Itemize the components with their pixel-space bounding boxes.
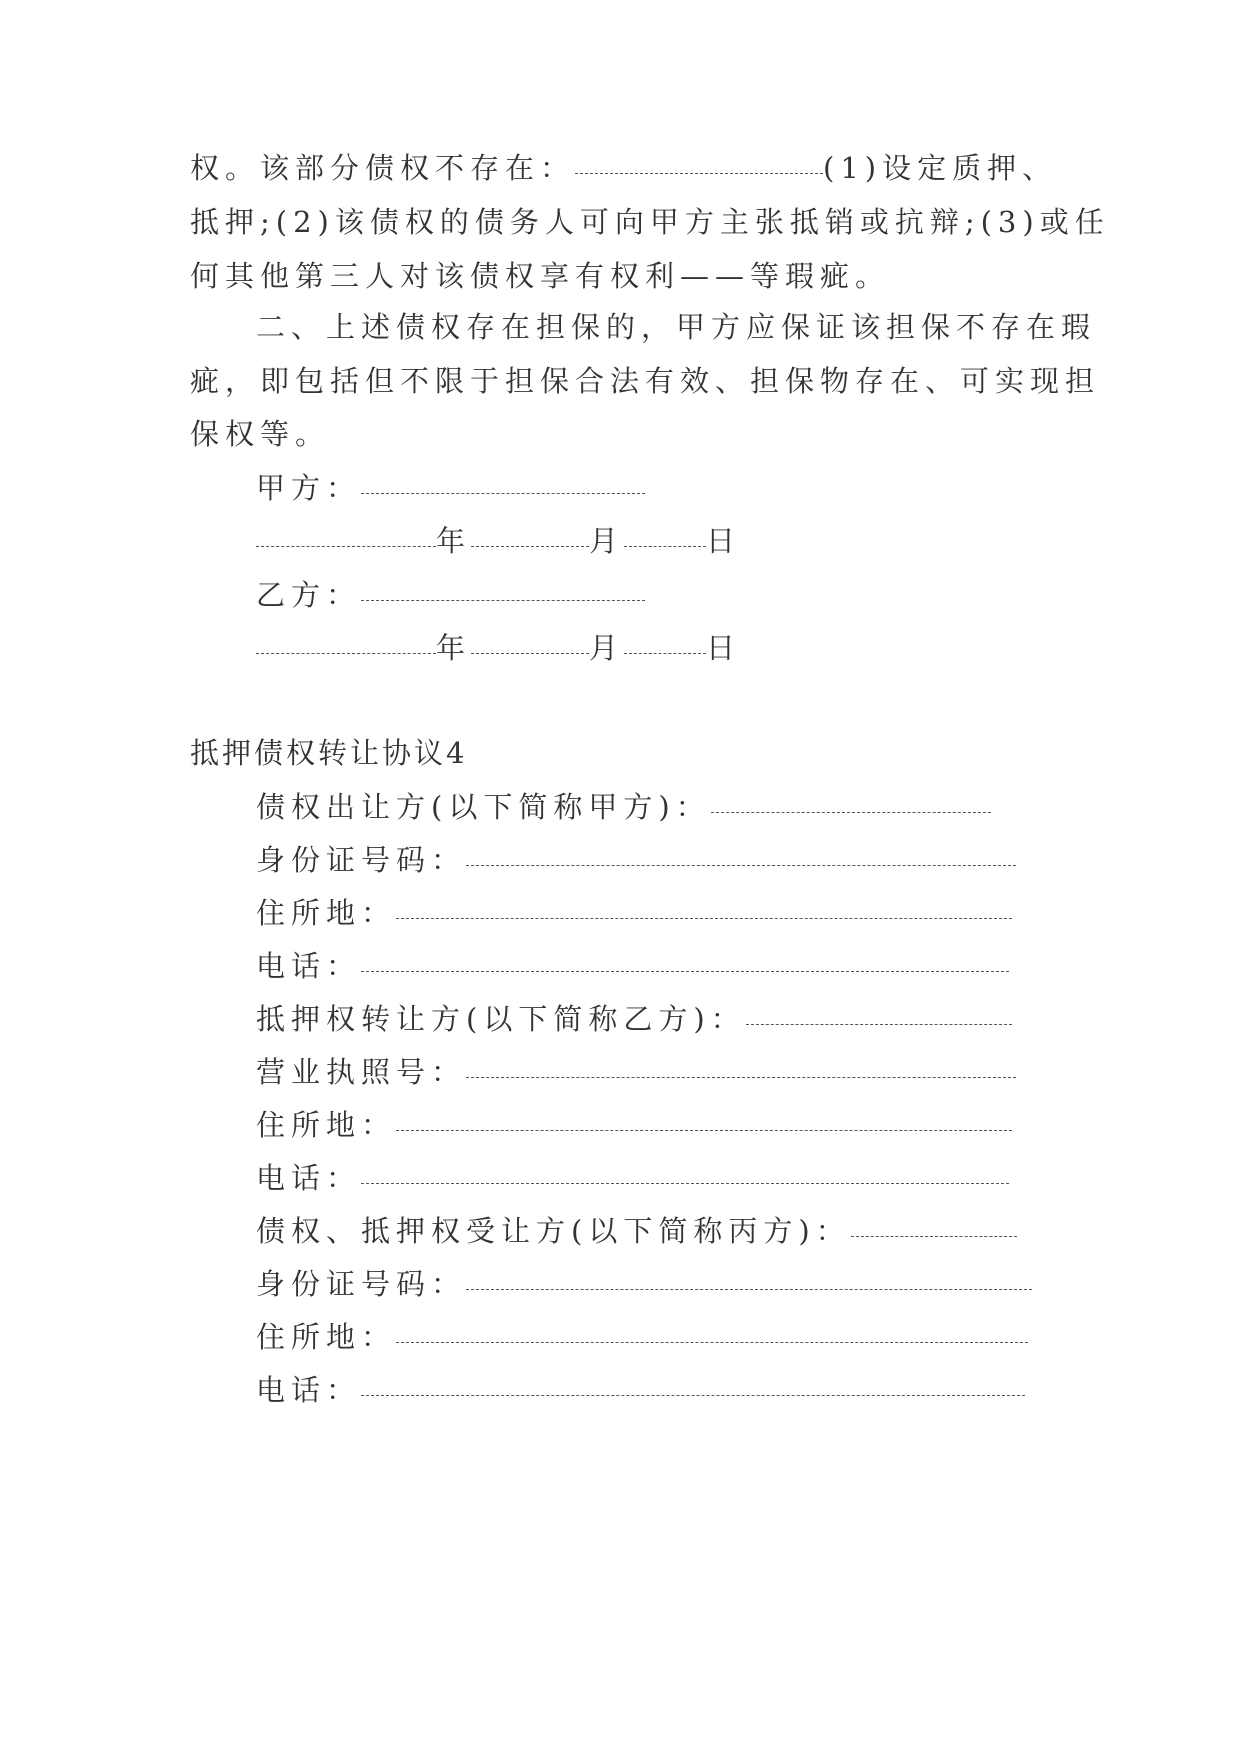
- field-label: 身份证号码：: [256, 843, 467, 877]
- text: (1)设定质押、: [823, 151, 1058, 185]
- month-label: 月: [589, 524, 625, 558]
- paragraph-line: [190, 148, 1057, 188]
- paragraph-line: 抵押;(2)该债权的债务人可向甲方主张抵销或抗辩;(3)或任: [190, 205, 1110, 239]
- party-a-signature: [256, 468, 645, 508]
- text: 权。该部分债权不存在：: [190, 151, 576, 185]
- id-field: [256, 1264, 1032, 1304]
- day-label: 日: [706, 524, 742, 558]
- party-a-label: 甲方：: [256, 471, 362, 505]
- paragraph-line: 保权等。: [190, 417, 331, 451]
- field-label: 电话：: [256, 949, 362, 983]
- paragraph-line: 何其他第三人对该债权享有权利——等瑕疵。: [190, 259, 891, 293]
- transferee-field: [256, 1211, 1017, 1251]
- phone-field: [256, 1370, 1025, 1410]
- field-label: 营业执照号：: [256, 1055, 467, 1089]
- year-label: 年: [436, 631, 472, 665]
- id-field: [256, 840, 1016, 880]
- year-label: 年: [436, 524, 472, 558]
- field-label: 电话：: [256, 1161, 362, 1195]
- field-label: 抵押权转让方(以下简称乙方)：: [256, 1002, 746, 1036]
- paragraph-line: 二、上述债权存在担保的，甲方应保证该担保不存在瑕: [256, 310, 1097, 344]
- field-label: 债权、抵押权受让方(以下简称丙方)：: [256, 1214, 851, 1248]
- party-b-label: 乙方：: [256, 578, 362, 612]
- date-line: [256, 628, 741, 668]
- party-b-signature: [256, 575, 645, 615]
- field-label: 住所地：: [256, 1320, 397, 1354]
- field-label: 电话：: [256, 1373, 362, 1407]
- phone-field: [256, 946, 1009, 986]
- field-label: 住所地：: [256, 896, 397, 930]
- address-field: [256, 1105, 1012, 1145]
- month-label: 月: [589, 631, 625, 665]
- day-label: 日: [706, 631, 742, 665]
- field-label: 身份证号码：: [256, 1267, 467, 1301]
- address-field: [256, 893, 1012, 933]
- paragraph-line: 疵，即包括但不限于担保合法有效、担保物存在、可实现担: [190, 364, 1101, 398]
- date-line: [256, 521, 741, 561]
- field-label: 住所地：: [256, 1108, 397, 1142]
- address-field: [256, 1317, 1028, 1357]
- phone-field: [256, 1158, 1009, 1198]
- section-title: 抵押债权转让协议4: [190, 736, 468, 770]
- field-label: 债权出让方(以下简称甲方)：: [256, 790, 711, 824]
- mortgagee-field: [256, 999, 1012, 1039]
- creditor-field: [256, 787, 991, 827]
- license-field: [256, 1052, 1016, 1092]
